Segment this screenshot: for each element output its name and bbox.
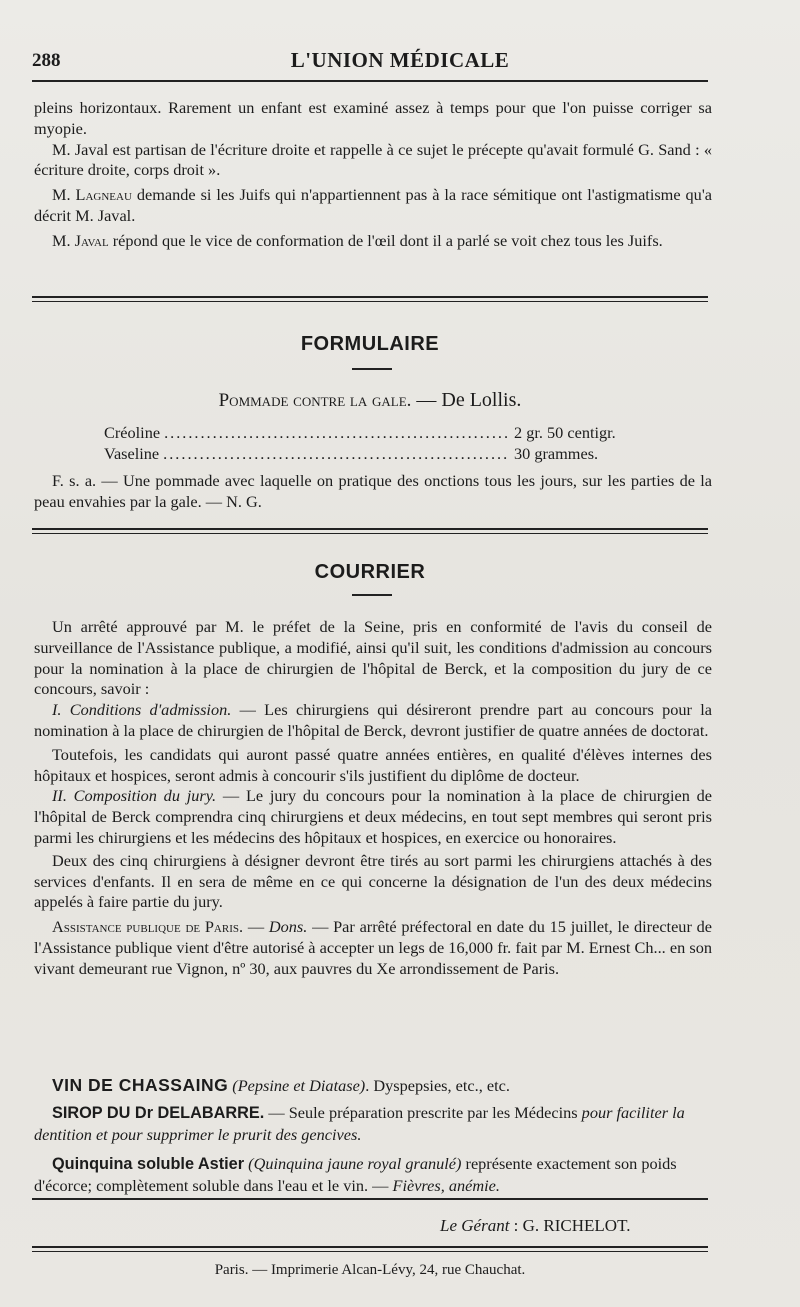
ad-vin-de-chassaing: VIN DE CHASSAING (Pepsine et Diatase). Dyspepsies, etc., etc.	[52, 1075, 510, 1095]
courrier-paragraph-3: Toutefois, les candidats qui auront passé quatre années entières, en qualité d'élèves internes des hôpitaux et hospices, seront admis à concourir s'ils justifient du diplôme de docteur.	[34, 744, 712, 785]
section-double-rule-top	[32, 528, 708, 530]
courrier-heading: COURRIER	[314, 561, 426, 583]
discussion-paragraph-3: M. Lagneau demande si les Juifs qui n'appartiennent pas à la race sémitique ont l'astigmatisme qu'a décrit M. Javal.	[34, 185, 712, 225]
recipe-note: F. s. a. — Une pommade avec laquelle on pratique des onctions tous les jours, sur les parties de la peau envahies par la gale. — N. G.	[34, 471, 712, 511]
advertisement-block	[34, 1075, 714, 1196]
discussion-paragraph-4: M. Javal répond que le vice de conformation de l'œil dont il a parlé se voit chez tous les Juifs.	[52, 230, 663, 250]
discussion-section	[34, 98, 712, 252]
discussion-paragraph-1: pleins horizontaux. Rarement un enfant est examiné assez à temps pour que l'on puisse corriger sa myopie.	[34, 98, 712, 138]
courrier-paragraph-2: I. Conditions d'admission. — Les chirurgiens qui désireront prendre part au concours pour la nomination à la place de chirurgien de l'hôpital de Berck, devront justifier de quatre années de doctorat.	[34, 700, 712, 740]
courrier-paragraph-5: Deux des cinq chirurgiens à désigner devront être tirés au sort parmi les chirurgiens attachés à des services d'enfants. Il en sera de même en ce qui concerne la désignation de l'un des deux médecins appelés à faire partie du jury.	[34, 850, 712, 912]
heading-underline	[352, 594, 392, 596]
courrier-section	[34, 617, 712, 980]
signature: Le Gérant : G. RICHELOT.	[440, 1216, 631, 1235]
speaker-name: M. Lagneau	[52, 185, 132, 205]
speaker-name: M. Javal	[52, 230, 109, 250]
ad-quinquina-astier: Quinquina soluble Astier (Quinquina jaune royal granulé) représente exactement son poids d'écorce; complètement soluble dans l'eau et le vin. — Fièvres, anémie.	[34, 1154, 677, 1195]
recipe-title: Pommade contre la gale. — De Lollis.	[218, 389, 522, 411]
imprint-line: Paris. — Imprimerie Alcan-Lévy, 24, rue Chauchat.	[214, 1262, 526, 1278]
footer-rule-top	[32, 1246, 708, 1248]
leader-dots	[163, 444, 510, 464]
ingredient-row: Vaseline ..... 30 grammes.	[104, 444, 664, 464]
ad-sirop-delabarre: SIROP DU Dr DELABARRE. — Seule préparation prescrite par les Médecins pour faciliter la dentition et pour supprimer le prurit des gencives.	[34, 1103, 685, 1144]
header-rule	[32, 80, 708, 82]
section-double-rule-bottom	[32, 533, 708, 534]
discussion-paragraph-2: M. Javal est partisan de l'écriture droite et rappelle à ce sujet le précepte qu'avait formulé G. Sand : « écriture droite, corps droit ».	[34, 139, 712, 180]
leader-dots	[164, 423, 510, 443]
courrier-paragraph-4: II. Composition du jury. — Le jury du concours pour la nomination à la place de chirurgien de l'hôpital de Berck comprendra cinq chirurgiens et deux médecins, en tout sept membres qui seront pris parmi les chirurgiens et les médecins des hôpitaux et hospices, en exercice ou honoraires.	[34, 786, 713, 847]
heading-underline	[352, 368, 392, 370]
section-double-rule-bottom	[32, 301, 708, 302]
ingredient-row: Créoline ..... 2 gr. 50 centigr.	[104, 423, 664, 443]
page-number: 288	[32, 50, 61, 71]
formulaire-heading: FORMULAIRE	[300, 333, 440, 355]
footer-rule-bottom	[32, 1251, 708, 1252]
courrier-paragraph-1: Un arrêté approuvé par M. le préfet de la Seine, pris en conformité de l'avis du conseil de surveillance de l'Assistance publique, a modifié, ainsi qu'il suit, les conditions d'admission au concours pour la nomination à la place de chirurgien de l'hôpital de Berck, et la composition du jury de ce concours, savoir :	[34, 617, 712, 699]
running-title: L'UNION MÉDICALE	[290, 48, 510, 72]
courrier-paragraph-6: Assistance publique de Paris. — Dons. — Par arrêté préfectoral en date du 15 juillet, le directeur de l'Assistance publique vient d'être autorisé à accepter un legs de 16,000 fr. fait par M. Ernest Ch... en son vivant demeurant rue Vignon, nº 30, aux pauvres du Xe arrondissement de Paris.	[34, 917, 712, 978]
closing-rule	[32, 1198, 708, 1200]
section-double-rule-top	[32, 296, 708, 298]
